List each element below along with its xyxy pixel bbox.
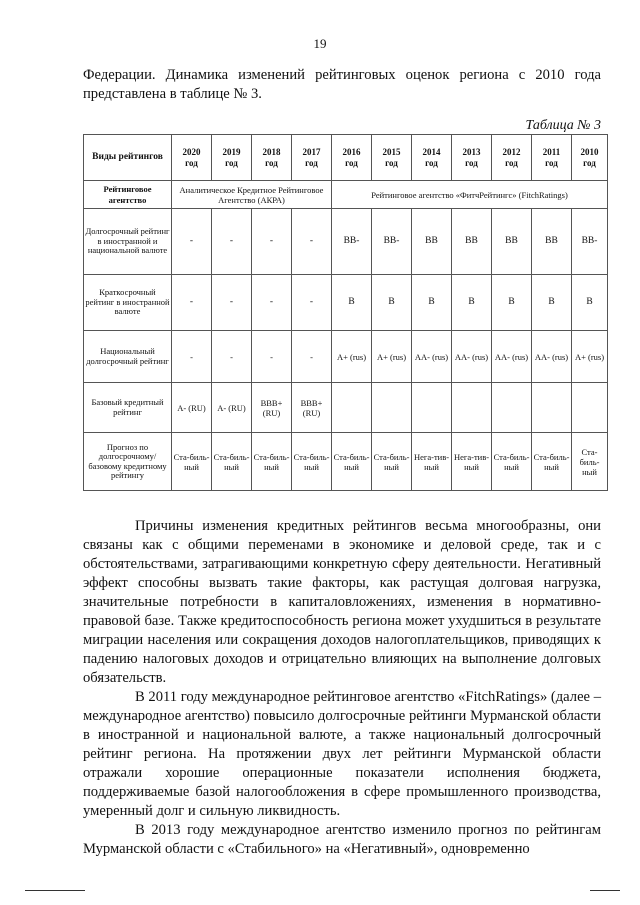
table-cell: Ста-биль-ный [572,433,608,491]
table-cell: - [292,209,332,275]
table-cell: B [332,275,372,331]
agency-row-label: Рейтинговое агентство [84,181,172,209]
table-cell: Ста-биль-ный [332,433,372,491]
year-header: 2011 год [532,135,572,181]
table-cell: BBB+ (RU) [292,383,332,433]
body-text [83,517,601,859]
table-cell: AA- (rus) [412,331,452,383]
table-cell: Нега-тив-ный [412,433,452,491]
table-cell: - [292,275,332,331]
table-cell: AA- (rus) [532,331,572,383]
table-cell [332,383,372,433]
table-row [84,275,608,331]
table-cell: - [212,275,252,331]
table-row [84,433,608,491]
table-cell: B [572,275,608,331]
table-cell: A+ (rus) [372,331,412,383]
table-cell: Ста-биль-ный [172,433,212,491]
ratings-table [83,134,608,491]
year-header: 2020 год [172,135,212,181]
table-cell: - [172,209,212,275]
row-label: Национальный долгосрочный рейтинг [84,331,172,383]
year-header: 2019 год [212,135,252,181]
year-header: 2015 год [372,135,412,181]
table-cell: Ста-биль-ный [292,433,332,491]
row-label: Прогноз по долгосрочному/ базовому кредитному рейтингу [84,433,172,491]
table-cell [572,383,608,433]
table-cell: - [212,331,252,383]
table-cell: B [492,275,532,331]
table-cell [452,383,492,433]
table-cell [412,383,452,433]
table-cell: - [172,331,212,383]
table-cell: - [212,209,252,275]
year-header: 2010 год [572,135,608,181]
table-cell: - [172,275,212,331]
table-cell [532,383,572,433]
table-cell: B [532,275,572,331]
table-cell: - [252,275,292,331]
table-cell: Ста-биль-ный [212,433,252,491]
table-cell: - [292,331,332,383]
year-header: 2016 год [332,135,372,181]
table-cell: A+ (rus) [572,331,608,383]
row-label: Базовый кредитный рейтинг [84,383,172,433]
table-caption: Таблица № 3 [525,118,601,133]
table-cell: A- (RU) [212,383,252,433]
table-cell: Ста-биль-ный [252,433,292,491]
table-row [84,209,608,275]
table-cell: BB- [372,209,412,275]
table-cell: B [412,275,452,331]
table-cell: BB- [332,209,372,275]
intro-paragraph: Федерации. Динамика изменений рейтинговых оценок региона с 2010 года представлена в таблице № 3. [83,67,601,102]
page-number: 19 [313,36,327,51]
table-cell: BBB+ (RU) [252,383,292,433]
year-header: 2014 год [412,135,452,181]
table-row [84,331,608,383]
table-cell: BB [452,209,492,275]
year-header: 2018 год [252,135,292,181]
corner-header: Виды рейтингов [84,135,172,181]
footer-rule-right [590,890,620,891]
table-cell [492,383,532,433]
row-label: Краткосрочный рейтинг в иностранной валюте [84,275,172,331]
table-cell: A+ (rus) [332,331,372,383]
paragraph: В 2013 году международное агентство изменило прогноз по рейтингам Мурманской области с «Стабильного» на «Негативный», одновременно [83,822,601,857]
table-cell: BB [412,209,452,275]
year-header: 2012 год [492,135,532,181]
footer-rule-left [25,890,85,891]
paragraph: Причины изменения кредитных рейтингов весьма многообразны, они связаны как с общими переменами в экономике и деловой среде, так и с обстоятельствами, затрагивающими конкретную сферу деятельности. Негативный эффект способны вызвать такие факторы, как растущая долговая нагрузка, значительные потребности в капиталовложениях, изменения в нормативно-правовой базе. Также кредитоспособность региона может ухудшиться в результате миграции населения или сокращения доходов налогоплательщиков, приводящих к падению налоговых доходов и отрицательно влияющих на выполнение долговых обязательств. [83,518,601,686]
table-cell: AA- (rus) [492,331,532,383]
year-header: 2013 год [452,135,492,181]
table-cell: Ста-биль-ный [372,433,412,491]
table-cell: AA- (rus) [452,331,492,383]
row-label: Долгосрочный рейтинг в иностранной и национальной валюте [84,209,172,275]
table-cell: Ста-биль-ный [492,433,532,491]
table-cell: Ста-биль-ный [532,433,572,491]
agency-fitch: Рейтинговое агентство «ФитчРейтингс» (FitchRatings) [332,181,608,209]
table-cell: B [452,275,492,331]
table-cell: BB [492,209,532,275]
table-cell: BB [532,209,572,275]
table-cell: BB- [572,209,608,275]
table-cell: A- (RU) [172,383,212,433]
table-cell: B [372,275,412,331]
table-cell: - [252,209,292,275]
year-header: 2017 год [292,135,332,181]
agency-akra: Аналитическое Кредитное Рейтинговое Агентство (АКРА) [172,181,332,209]
table-cell: Нега-тив-ный [452,433,492,491]
table-cell [372,383,412,433]
agency-row [84,181,608,209]
table-header-row [84,135,608,181]
table-row [84,383,608,433]
table-cell: - [252,331,292,383]
paragraph: В 2011 году международное рейтинговое агентство «FitchRatings» (далее – международное агентство) повысило долгосрочные рейтинги Мурманской области в иностранной и национальной валюте, а также национальный долгосрочный рейтинг региона. На протяжении двух лет рейтинги Мурманской области отражали хорошие операционные показатели исполнения бюджета, поддерживаемые базой налогообложения в сфере промышленного производства, умеренный долг и сильную ликвидность. [83,689,601,819]
